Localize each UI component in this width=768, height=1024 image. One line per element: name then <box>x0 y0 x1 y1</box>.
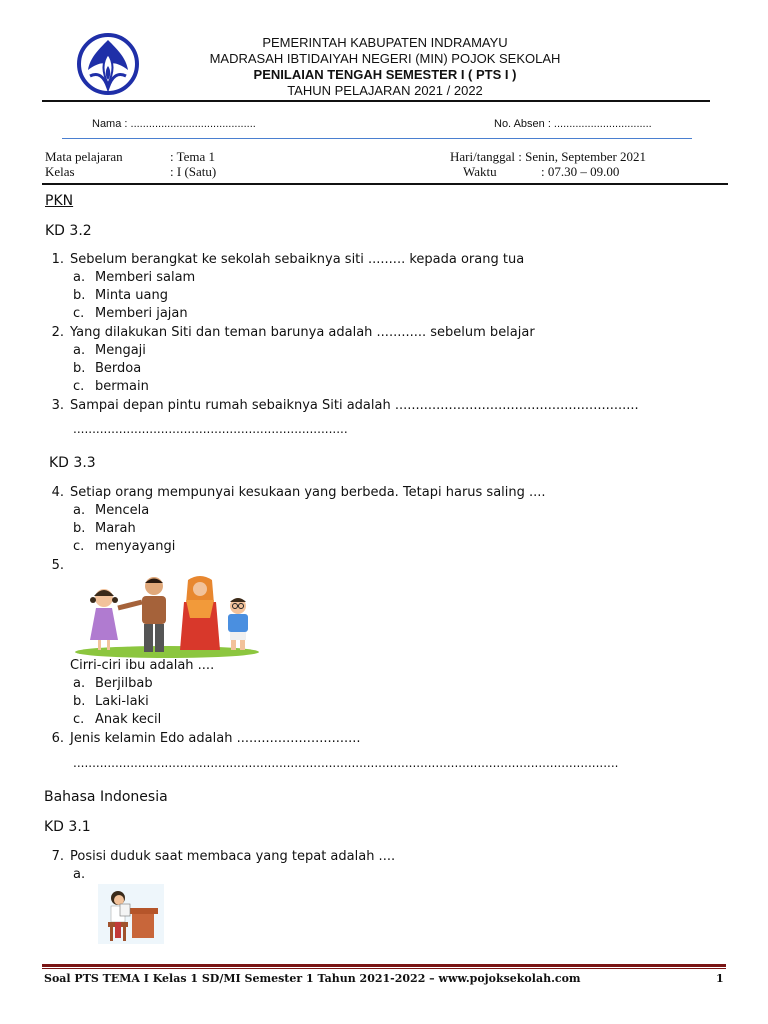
section-kd32: KD 3.2 <box>45 223 92 239</box>
class-value: : I (Satu) <box>170 164 217 179</box>
footer-text: Soal PTS TEMA I Kelas 1 SD/MI Semester 1 Tahun 2021-2022 – www.pojoksekolah.com <box>44 972 581 985</box>
absen-field[interactable]: No. Absen : ................................ <box>494 118 652 130</box>
answer-line-6[interactable]: ............................................................................................................................................... <box>73 756 619 770</box>
footer-rule-thin <box>42 968 726 969</box>
gov-title: PEMERINTAH KABUPATEN INDRAMAYU <box>262 35 508 50</box>
section-kd33: KD 3.3 <box>49 455 96 471</box>
class-label: Kelas <box>45 164 75 179</box>
blue-rule <box>62 138 692 139</box>
exam-title: PENILAIAN TENGAH SEMESTER I ( PTS I ) <box>253 67 517 82</box>
time-value: : 07.30 – 09.00 <box>541 164 620 179</box>
header-rule <box>42 100 710 102</box>
section-pkn: PKN <box>45 193 74 209</box>
section-kd31: KD 3.1 <box>44 819 91 835</box>
page-number: 1 <box>716 972 724 985</box>
academic-year: TAHUN PELAJARAN 2021 / 2022 <box>287 83 483 98</box>
name-field[interactable]: Nama : ......................................... <box>92 118 256 130</box>
school-name: MADRASAH IBTIDAIYAH NEGERI (MIN) POJOK SEKOLAH <box>209 51 561 66</box>
family-illustration <box>74 574 260 658</box>
reading-child-illustration <box>98 884 164 944</box>
footer-rule <box>42 964 726 967</box>
section-bahasa-indonesia: Bahasa Indonesia <box>44 789 168 805</box>
time-label: Waktu <box>463 164 497 179</box>
answer-line-3[interactable]: ........................................................................ <box>73 422 348 436</box>
date-info: Hari/tanggal : Senin, September 2021 <box>450 149 647 164</box>
subject-value: : Tema 1 <box>170 149 216 164</box>
info-rule <box>42 183 728 185</box>
school-logo <box>76 32 140 96</box>
subject-label: Mata pelajaran <box>45 149 123 164</box>
question-5: Cirri-ciri ibu adalah .... <box>70 658 215 673</box>
